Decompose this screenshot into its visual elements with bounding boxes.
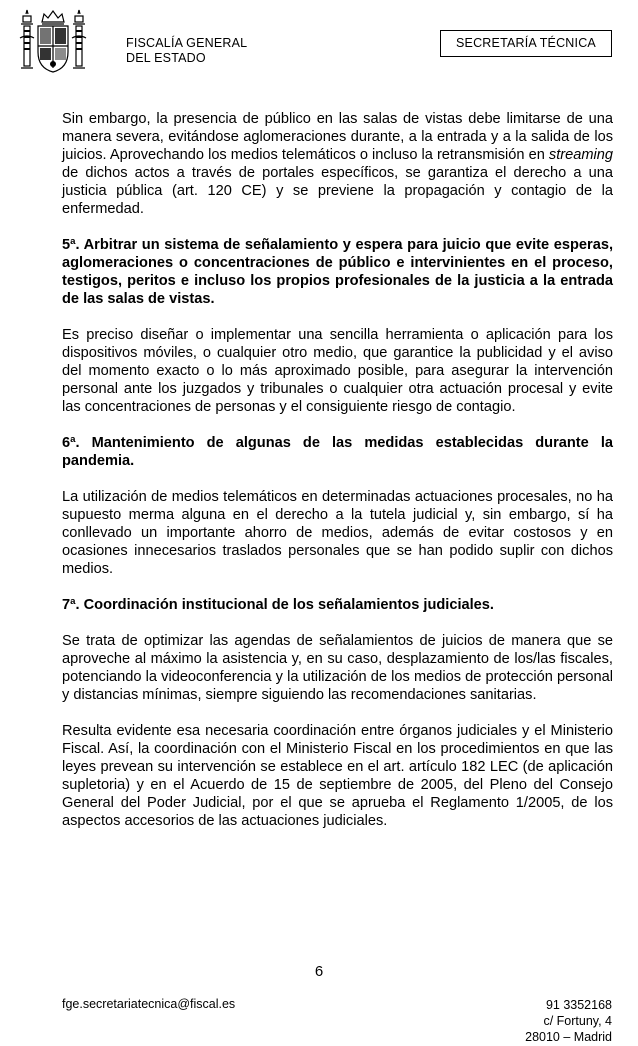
- footer-email: fge.secretariatecnica@fiscal.es: [62, 997, 236, 1011]
- organization-line-2: DEL ESTADO: [126, 51, 206, 65]
- footer-city: 28010 – Madrid: [525, 1030, 612, 1044]
- heading-measure-5: 5ª. Arbitrar un sistema de señalamiento y espera para juicio que evite esperas, aglomeraciones o concentraciones de público e intervinientes en el proceso, testigos, peritos e incluso los propios profesionales de la justicia a la entrada de las salas de vistas.: [62, 237, 613, 307]
- department-box: SECRETARÍA TÉCNICA: [440, 30, 612, 57]
- organization-line-1: FISCALÍA GENERAL: [126, 36, 248, 50]
- footer-street: c/ Fortuny, 4: [543, 1014, 612, 1028]
- footer-phone: 91 3352168: [545, 998, 612, 1012]
- heading-measure-6: 6ª. Mantenimiento de algunas de las medidas establecidas durante la pandemia.: [62, 435, 613, 469]
- coat-of-arms-icon: [18, 8, 88, 80]
- paragraph-telematic-means: La utilización de medios telemáticos en determinadas actuaciones procesales, no ha supuesto merma alguna en el derecho a la tutela judicial y, sin embargo, sí ha conllevado un importante ahorro de medios, además de evitar costosos y en ocasiones innecesarios traslados personales que se han podido suplir con dichos medios.: [62, 489, 613, 577]
- heading-measure-7: 7ª. Coordinación institucional de los señalamientos judiciales.: [62, 597, 494, 613]
- paragraph-mobile-tool: Es preciso diseñar o implementar una sencilla herramienta o aplicación para los dispositivos móviles, o cualquier otro medio, que garantice la publicidad y el aviso del momento exacto o lo más aproximado posible, para asegurar la intervención personal ante los juzgados y tribunales o cualquier otra actuación procesal y evite las concentraciones de personas y el consiguiente riesgo de contagio.: [62, 327, 613, 415]
- footer-address: [525, 997, 612, 1045]
- document-body: [62, 110, 613, 830]
- organization-name: [126, 36, 247, 66]
- page-number: 6: [314, 963, 324, 980]
- paragraph-coordination: Resulta evidente esa necesaria coordinación entre órganos judiciales y el Ministerio Fiscal. Así, la coordinación con el Ministerio Fiscal en los procedimientos en que las leyes prevean su intervención se establece en el art. artículo 182 LEC (de aplicación supletoria) y en el Acuerdo de 15 de septiembre de 2005, del Pleno del Consejo General del Poder Judicial, por el que se aprueba el Reglamento 1/2005, de los aspectos accesorios de las actuaciones judiciales.: [62, 723, 613, 829]
- paragraph-public-presence: Sin embargo, la presencia de público en las salas de vistas debe limitarse de una manera severa, evitándose aglomeraciones durante, a la entrada y a la salida de los juicios. Aprovechando los medios telemáticos o incluso la retransmisión en streaming de dichos actos a través de portales específicos, se garantiza el derecho a una justicia pública (art. 120 CE) y se previene la propagación y contagio de la enfermedad.: [62, 111, 613, 217]
- paragraph-optimize-agendas: Se trata de optimizar las agendas de señalamientos de juicios de manera que se aproveche al máximo la asistencia y, en su caso, desplazamiento de los/las fiscales, potenciando la videoconferencia y la utilización de los medios de protección personal y distancias mínimas, siempre siguiendo las recomendaciones sanitarias.: [62, 633, 613, 703]
- italic-term: streaming: [548, 147, 613, 163]
